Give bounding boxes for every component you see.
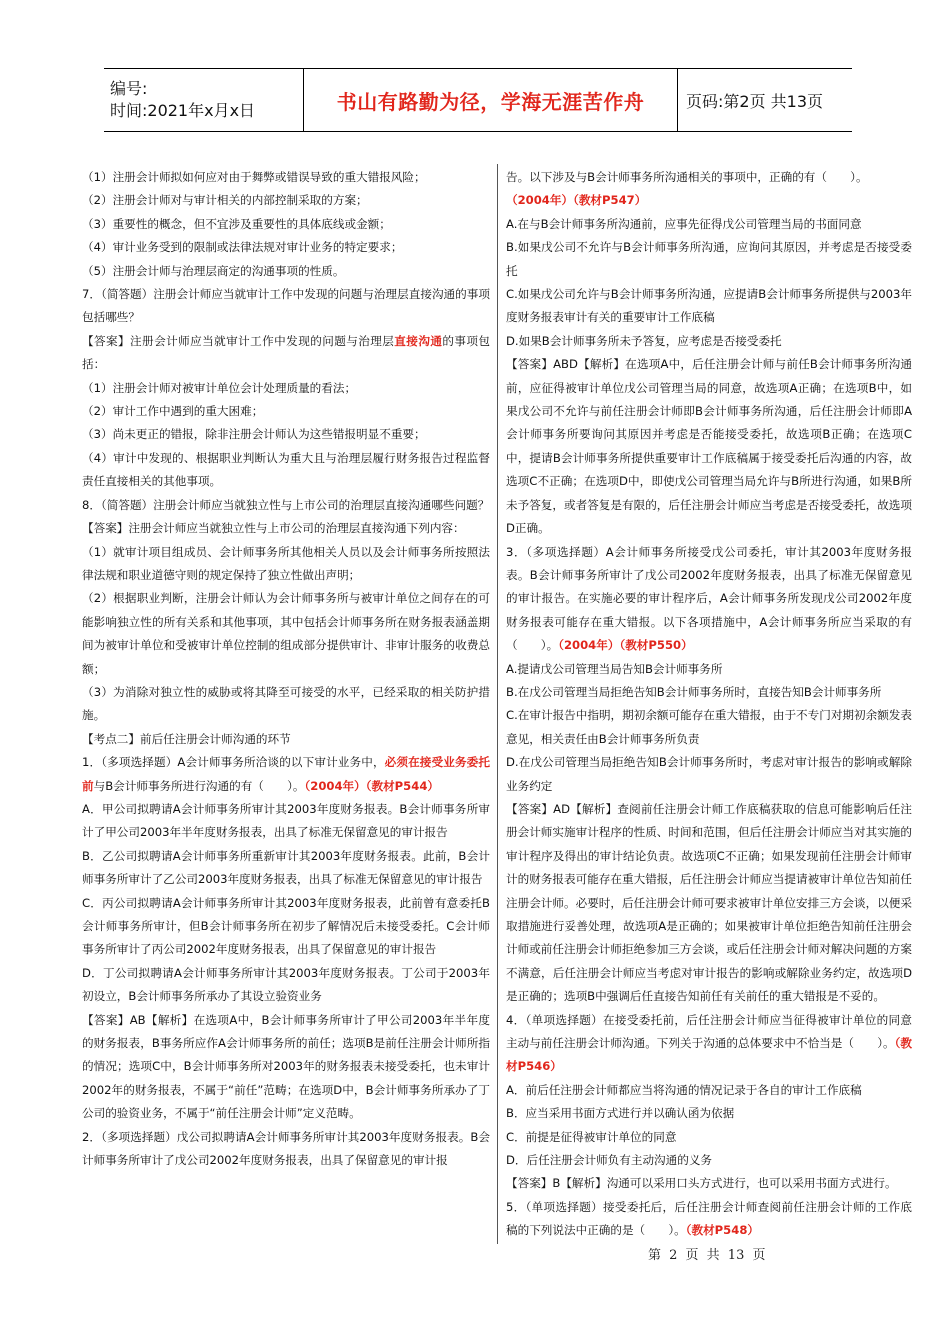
text-run: D.如果B会计师事务所未予答复，应考虑是否接受委托 (506, 333, 782, 348)
text-run: 8．（简答题）注册会计师应当就独立性与上市公司的治理层直接沟通哪些问题？ (82, 497, 490, 512)
right-column (506, 166, 912, 1243)
number-label: 编号: (110, 79, 148, 98)
paragraph (82, 681, 490, 728)
paragraph (82, 400, 490, 423)
paragraph (82, 798, 490, 845)
text-run: B.在戊公司管理当局拒绝告知B会计师事务所时，直接告知B会计师事务所 (506, 684, 882, 699)
paragraph (506, 1172, 912, 1195)
text-run: （1）注册会计师拟如何应对由于舞弊或错误导致的重大错报风险； (82, 170, 426, 184)
paragraph (82, 892, 490, 962)
text-run: B．乙公司拟聘请A会计师事务所重新审计其2003年度财务报表。此前，B会计师事务所审计了乙公司2003年度财务报表，出具了标准无保留意见的审计报告 (82, 848, 490, 887)
paragraph (82, 541, 490, 588)
paragraph (506, 213, 912, 236)
paragraph (506, 658, 912, 681)
highlight-text: （2004年）（教材P544） (304, 778, 439, 793)
paragraph (82, 283, 490, 330)
text-run: C.在审计报告中指明，期初余额可能存在重大错报，由于不专门对期初余额发表意见，相关责任由B会计师事务所负责 (506, 708, 912, 746)
text-run: A.提请戊公司管理当局告知B会计师事务所 (506, 661, 723, 676)
paragraph (506, 704, 912, 751)
paragraph (82, 587, 490, 681)
text-run: 【答案】注册会计师应当就独立性与上市公司的治理层直接沟通下列内容： (82, 521, 465, 536)
paragraph (506, 283, 912, 330)
paragraph (506, 751, 912, 798)
text-run: D．丁公司拟聘请A会计师事务所审计其2003年度财务报表。丁公司于2003年初设立，B会计师事务所承办了其设立验资业务 (82, 965, 490, 1004)
paragraph (506, 330, 912, 353)
text-run: （2）根据职业判断，注册会计师认为会计师事务所与被审计单位之间存在的可能影响独立性的所有关系和其他事项，其中包括会计师事务所在财务报表涵盖期间为被审计单位和受被审计单位控制的组成部分提供审计、非审计服务的收费总额； (82, 591, 490, 676)
text-run: A．甲公司拟聘请A会计师事务所审计其2003年度财务报表。B会计师事务所审计了甲公司2003年半年度财务报表，出具了标准无保留意见的审计报告 (82, 801, 490, 840)
paragraph (82, 236, 490, 259)
paragraph (82, 845, 490, 892)
paragraph (82, 517, 490, 540)
paragraph (82, 962, 490, 1009)
column-divider (497, 164, 498, 1244)
text-run: 2．（多项选择题）戊公司拟聘请A会计师事务所审计其2003年度财务报表。B会计师事务所审计了戊公司2002年度财务报表，出具了保留意见的审计报 (82, 1129, 490, 1168)
text-run: 1．（多项选择题）A会计师事务所洽谈的以下审计业务中， (82, 755, 385, 770)
text-run: （4）审计业务受到的限制或法律法规对审计业务的特定要求； (82, 240, 403, 255)
text-run: （1）就审计项目组成员、会计师事务所其他相关人员以及会计师事务所按照法律法规和职业道德守则的规定保持了独立性做出声明； (82, 544, 490, 582)
paragraph (506, 1079, 912, 1102)
paragraph (506, 798, 912, 1009)
header-table (104, 68, 852, 132)
paragraph (82, 494, 490, 517)
paragraph (82, 377, 490, 400)
text-run: 【答案】注册会计师应当就审计工作中发现的问题与治理层 (82, 333, 395, 348)
text-run: A.在与B会计师事务所沟通前，应事先征得戊公司管理当局的书面同意 (506, 216, 862, 231)
paragraph (82, 1126, 490, 1173)
highlight-text: （2004年）（教材P547） (506, 193, 647, 208)
text-run: （3）重要性的概念，但不宜涉及重要性的具体底线或金额； (82, 216, 391, 231)
paragraph (82, 728, 490, 751)
text-run: 【答案】B【解析】沟通可以采用口头方式进行，也可以采用书面方式进行。 (506, 1176, 897, 1191)
text-run: A．前后任注册会计师都应当将沟通的情况记录于各自的审计工作底稿 (506, 1082, 862, 1097)
text-run: 4．（单项选择题）在接受委托前，后任注册会计师应当征得被审计单位的同意主动与前任注册会计师沟通。下列关于沟通的总体要求中不恰当是（ ）。 (506, 1012, 912, 1051)
paragraph (506, 681, 912, 704)
text-run: B.如果戊公司不允许与B会计师事务所沟通，应询问其原因，并考虑是否接受委托 (506, 240, 912, 278)
text-run: 告。以下涉及与B会计师事务所沟通相关的事项中，正确的有（ ）。 (506, 170, 868, 184)
paragraph (506, 1102, 912, 1125)
text-run: D．后任注册会计师负有主动沟通的义务 (506, 1153, 713, 1168)
text-run: 【答案】ABD【解析】在选项A中，后任注册会计师与前任B会计师事务所沟通前，应征得被审计单位戊公司管理当局的同意，故选项A正确；在选项B中，如果戊公司不允许与前任注册会计师即B会计师事务所沟通，后任注册会计师即A会计师事务所要询问其原因并考虑是否能接受委托，故选项B正确；在选项C中，提请B会计师事务所提供重要审计工作底稿属于接受委托后沟通的内容，故选项C不正确；在选项D中，即使戊公司管理当局允许与B所进行沟通，如果B所未予答复，或者答复是有限的，后任注册会计师应当考虑是否接受委托，故选项D正确。 (506, 357, 912, 536)
motto: 书山有路勤为径，学海无涯苦作舟 (336, 89, 645, 114)
text-run: 与B会计师事务所进行沟通的有（ ）。 (93, 778, 305, 793)
header-page-cell (678, 69, 852, 131)
paragraph (82, 447, 490, 494)
paragraph (506, 166, 912, 189)
paragraph (506, 189, 912, 212)
paragraph (82, 330, 490, 377)
text-run: 5．（单项选择题）接受委托后，后任注册会计师查阅前任注册会计师的工作底稿的下列说法中正确的是（ ）。 (506, 1199, 912, 1238)
page-label: 页码:第2页 共13页 (686, 91, 824, 111)
paragraph (506, 541, 912, 658)
paragraph (506, 1196, 912, 1243)
text-run: （1）注册会计师对被审计单位会计处理质量的看法； (82, 380, 357, 395)
text-run: B．应当采用书面方式进行并以确认函为依据 (506, 1106, 735, 1121)
header-motto-cell (304, 69, 678, 131)
text-run: 【答案】AD【解析】查阅前任注册会计师工作底稿获取的信息可能影响后任注册会计师实施审计程序的性质、时间和范围，但后任注册会计师应当对其实施的审计程序及得出的审计结论负责。故选项C不正确；如果发现前任注册会计师审计的财务报表可能存在重大错报，后任注册会计师应当提请被审计单位告知前任注册会计师。必要时，后任注册会计师可要求被审计单位安排三方会谈，以便采取措施进行妥善处理，故选项A是正确的；如果被审计单位拒绝告知前任注册会计师或前任注册会计师拒绝参加三方会谈，或后任注册会计师对解决问题的方案不满意，后任注册会计师应当考虑对审计报告的影响或解除业务约定，故选项D是正确的；选项B中强调后任直接告知前任有关前任的重大错报是不妥的。 (506, 801, 912, 1004)
highlight-text: 必须在接受业务委托前 (82, 755, 490, 793)
text-run: C．丙公司拟聘请A会计师事务所审计其2003年度财务报表，此前曾有意委托B会计师事务所审计，但B会计师事务所在初步了解情况后未接受委托。C会计师事务所审计了丙公司2002年度财务报表，出具了保留意见的审计报告 (82, 895, 490, 957)
paragraph (82, 166, 490, 189)
text-run: 7．（简答题）注册会计师应当就审计工作中发现的问题与治理层直接沟通的事项包括哪些？ (82, 287, 490, 325)
paragraph (82, 1009, 490, 1126)
header-meta (104, 69, 304, 131)
paragraph (506, 353, 912, 540)
paragraph (506, 236, 912, 283)
text-run: 3．（多项选择题）A会计师事务所接受戊公司委托，审计其2003年度财务报表。B会计师事务所审计了戊公司2002年度财务报表，出具了标准无保留意见的审计报告。在实施必要的审计程序后，A会计师事务所发现戊公司2002年度财务报表可能存在重大错报。以下各项措施中，A会计师事务所应当采取的有（ ）。 (506, 544, 912, 653)
text-run: C．前提是征得被审计单位的同意 (506, 1129, 677, 1144)
text-run: （2）审计工作中遇到的重大困难； (82, 404, 264, 419)
paragraph (82, 423, 490, 446)
paragraph (82, 189, 490, 212)
text-run: （3）尚未更正的错报，除非注册会计师认为这些错报明显不重要； (82, 427, 426, 442)
text-run: 【考点二】前后任注册会计师沟通的环节 (82, 731, 291, 746)
left-column (82, 166, 490, 1172)
text-run: （4）审计中发现的、根据职业判断认为重大且与治理层履行财务报告过程监督责任直接相关的其他事项。 (82, 450, 490, 489)
text-run: （3）为消除对独立性的威胁或将其降至可接受的水平，已经采取的相关防护措施。 (82, 684, 490, 723)
highlight-text: （教材P546） (506, 1036, 913, 1074)
text-run: D.在戊公司管理当局拒绝告知B会计师事务所时，考虑对审计报告的影响或解除业务约定 (506, 755, 912, 793)
paragraph (82, 751, 490, 798)
paragraph (82, 213, 490, 236)
highlight-text: 直接沟通 (394, 333, 443, 348)
page-footer: 第 2 页 共 13 页 (648, 1248, 766, 1263)
text-run: 【答案】AB【解析】在选项A中，B会计师事务所审计了甲公司2003年半年度的财务报表，B事务所应作A会计师事务所的前任；选项B是前任注册会计师所指的情况；选项C中，B会计师事务所对2003年的财务报表未接受委托，也未审计2002年的财务报表，不属于“前任”范畴；在选项D中，B会计师事务所承办了丁公司的验资业务，不属于“前任注册会计师”定义范畴。 (82, 1012, 490, 1121)
text-run: （2）注册会计师对与审计相关的内部控制采取的方案； (82, 193, 368, 208)
text-run: （5）注册会计师与治理层商定的沟通事项的性质。 (82, 263, 345, 278)
date-label: 时间:2021年x月x日 (110, 101, 256, 120)
highlight-text: （2004年）（教材P550） (558, 638, 693, 653)
paragraph (82, 260, 490, 283)
text-run: C.如果戊公司允许与B会计师事务所沟通，应提请B会计师事务所提供与2003年度财务报表审计有关的重要审计工作底稿 (506, 287, 912, 325)
paragraph (506, 1009, 912, 1079)
highlight-text: （教材P548） (685, 1223, 759, 1238)
paragraph (506, 1126, 912, 1149)
text-run: 的事项包括： (82, 333, 490, 372)
paragraph (506, 1149, 912, 1172)
